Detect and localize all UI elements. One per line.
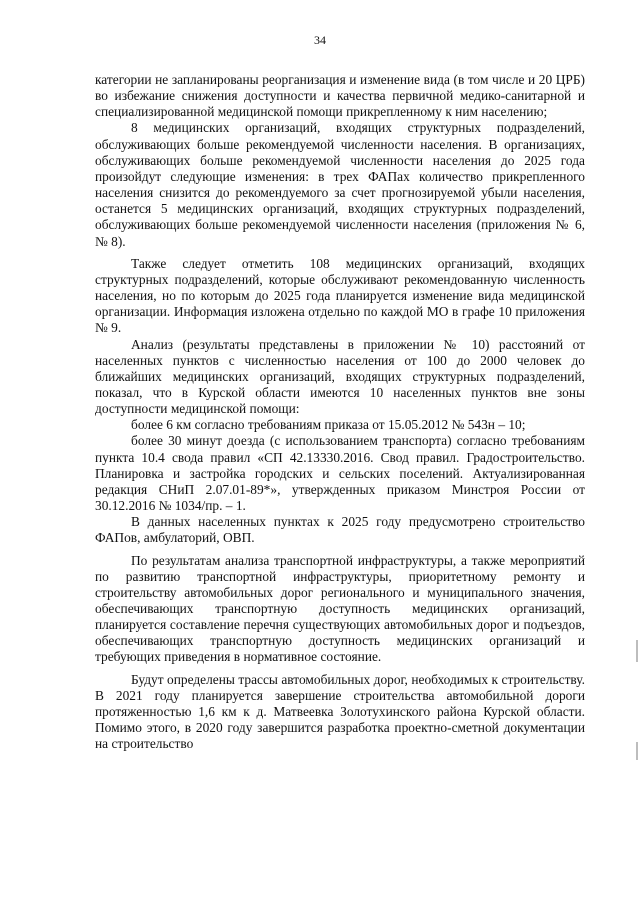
list-item-distance-6km: более 6 км согласно требованиям приказа от 15.05.2012 № 543н – 10; — [131, 417, 526, 433]
paragraph-distance-analysis: Анализ (результаты представлены в приложении № 10) расстояний от населенных пунктов с численностью населения от 100 до 2000 человек до ближайших медицинских организаций, входящих структурных подразделений, показал, что в Курской области имеются 10 населенных пунктов вне зоны доступности медицинской помощи: — [95, 336, 585, 417]
page-number: 34 — [314, 33, 326, 47]
paragraph-continuation: категории не запланированы реорганизация и изменение вида (в том числе и 20 ЦРБ) во избежание снижения доступности и качества первичной медико-санитарной и специализированной медицинской помощи прикрепленному к ним населению; — [95, 72, 585, 120]
paragraph-construction-plan: В данных населенных пунктах к 2025 году предусмотрено строительство ФАПов, амбулаторий, ОВП. — [95, 514, 585, 546]
list-item-30-minutes: более 30 минут доезда (с использованием транспорта) согласно требованиям пункта 10.4 свода правил «СП 42.13330.2016. Свод правил. Градостроительство. Планировка и застройка городских и сельских поселений. Актуализированная редакция СНиП 2.07.01-89*», утвержденных приказом Минстроя России от 30.12.2016 № 1034/пр. – 1. — [95, 433, 585, 514]
paragraph-108-organizations: Также следует отметить 108 медицинских организаций, входящих структурных подразделений, которые обслуживают рекомендованную численность населения, но по которым до 2025 года планируется изменение вида медицинской организации. Информация изложена отдельно по каждой МО в графе 10 приложения № 9. — [95, 255, 585, 336]
document-body — [95, 72, 585, 752]
paragraph-transport-infrastructure: По результатам анализа транспортной инфраструктуры, а также мероприятий по развитию транспортной инфраструктуры, приоритетному ремонту и строительству автомобильных дорог регионального и муниципального значения, обеспечивающих транспортную доступность медицинских организаций, планируется составление перечня существующих автомобильных дорог и подъездов, обеспечивающих транспортную доступность медицинских организаций и требующих приведения в нормативное состояние. — [95, 552, 585, 665]
paragraph-overcapacity-organizations: 8 медицинских организаций, входящих структурных подразделений, обслуживающих больше рекомендуемой численности населения. В организациях, обслуживающих больше рекомендуемой численности населения до 2025 года произойдут следующие изменения: в трех ФАПах количество прикрепленного населения снизится до рекомендуемого за счет прогнозируемой убыли населения, останется 5 медицинских организаций, входящих структурных подразделений, обслуживающих больше рекомендуемой численности населения (приложения № 6, № 8). — [95, 120, 585, 249]
scan-edge-mark — [636, 742, 638, 760]
scan-edge-mark — [636, 640, 638, 662]
paragraph-road-construction: Будут определены трассы автомобильных дорог, необходимых к строительству. В 2021 году планируется завершение строительства автомобильной дороги протяженностью 1,6 км к д. Матвеевка Золотухинского района Курской области. Помимо этого, в 2020 году завершится разработка проектно-сметной документации на строительство — [95, 671, 585, 752]
